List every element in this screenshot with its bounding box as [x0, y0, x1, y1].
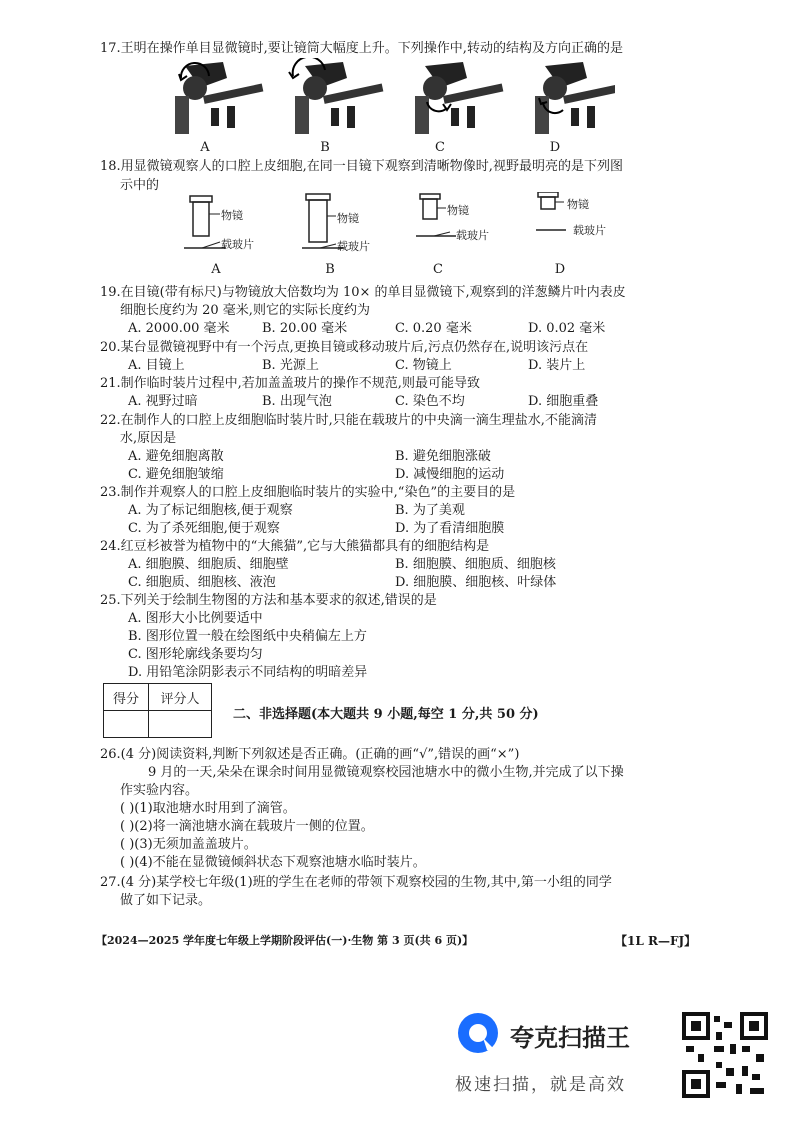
q27-stem-line1: 27.(4 分)某学校七年级(1)班的学生在老师的带领下观察校园的生物,其中,第一小组的同学 — [100, 875, 612, 890]
q20-stem: 20.某台显微镜视野中有一个污点,更换目镜或移动玻片后,污点仍然存在,说明该污点在 — [100, 340, 589, 355]
q25-option-a: A. 图形大小比例要适中 — [128, 611, 263, 626]
page-footer: 【2024—2025 学年度七年级上学期阶段评估(一)·生物 第 3 页(共 6 页)】 — [96, 934, 474, 947]
grader-header: 评分人 — [149, 684, 212, 711]
q24-option-a: A. 细胞膜、细胞质、细胞壁 — [128, 557, 289, 572]
q19-option-c: C. 0.20 毫米 — [395, 321, 472, 336]
microscope-image-d — [535, 62, 615, 134]
q19-option-d: D. 0.02 毫米 — [528, 321, 606, 336]
q22-option-a: A. 避免细胞离散 — [128, 449, 224, 464]
q20-option-c: C. 物镜上 — [395, 358, 452, 373]
q17-label-b: B — [320, 140, 330, 155]
q18-label-d: D — [554, 262, 566, 277]
score-cell[interactable] — [104, 711, 149, 738]
q18-label-c: C — [433, 262, 443, 277]
microscope-image-b — [289, 58, 383, 134]
score-header: 得分 — [104, 684, 149, 711]
q22-option-c: C. 避免细胞皱缩 — [128, 467, 224, 482]
q18-stem-line1: 18.用显微镜观察人的口腔上皮细胞,在同一目镜下观察到清晰物像时,视野最明亮的是下列图 — [100, 159, 623, 174]
q22-option-d: D. 减慢细胞的运动 — [395, 467, 505, 482]
q19-option-b: B. 20.00 毫米 — [262, 321, 348, 336]
q19-stem-line1: 19.在目镜(带有标尺)与物镜放大倍数均为 10× 的单目显微镜下,观察到的洋葱鳞片叶内表皮 — [100, 285, 626, 300]
q21-option-c: C. 染色不均 — [395, 394, 465, 409]
q24-stem: 24.红豆杉被誉为植物中的“大熊猫”,它与大熊猫都具有的细胞结构是 — [100, 539, 490, 554]
section-2-heading: 二、非选择题(本大题共 9 小题,每空 1 分,共 50 分) — [233, 707, 539, 722]
q23-option-c: C. 为了杀死细胞,便于观察 — [128, 521, 280, 536]
q25-option-c: C. 图形轮廓线条要均匀 — [128, 647, 263, 662]
q17-label-c: C — [435, 140, 445, 155]
q21-stem: 21.制作临时装片过程中,若加盖盖玻片的操作不规范,则最可能导致 — [100, 376, 480, 391]
q20-option-a: A. 目镜上 — [128, 358, 185, 373]
q26-stem: 26.(4 分)阅读资料,判断下列叙述是否正确。(正确的画“√”,错误的画“×”) — [100, 747, 520, 762]
q21-option-d: D. 细胞重叠 — [528, 394, 599, 409]
q20-option-b: B. 光源上 — [262, 358, 319, 373]
q27-stem-line2: 做了如下记录。 — [120, 893, 212, 908]
q20-option-d: D. 装片上 — [528, 358, 586, 373]
q18-a-slide-label: 载玻片 — [221, 238, 254, 251]
grader-cell[interactable] — [149, 711, 212, 738]
paper-code: 【1L R—FJ】 — [615, 934, 697, 948]
q18-a-objective-label: 物镜 — [221, 209, 243, 222]
q26-material-line1: 9 月的一天,朵朵在课余时间用显微镜观察校园池塘水中的微小生物,并完成了以下操 — [148, 765, 624, 780]
q18-c-objective-label: 物镜 — [447, 204, 469, 217]
q26-item-2[interactable]: ( )(2)将一滴池塘水滴在载玻片一侧的位置。 — [120, 819, 374, 834]
q21-option-b: B. 出现气泡 — [262, 394, 332, 409]
q18-b-objective-label: 物镜 — [337, 212, 359, 225]
quark-scanner-slogan: 极速扫描，就是高效 — [455, 1075, 626, 1095]
q23-stem: 23.制作并观察人的口腔上皮细胞临时装片的实验中,“染色”的主要目的是 — [100, 485, 516, 500]
q25-stem: 25.下列关于绘制生物图的方法和基本要求的叙述,错误的是 — [100, 593, 437, 608]
q22-option-b: B. 避免细胞涨破 — [395, 449, 491, 464]
microscope-image-a — [175, 62, 263, 134]
q22-stem-line1: 22.在制作人的口腔上皮细胞临时装片时,只能在载玻片的中央滴一滴生理盐水,不能滴清 — [100, 413, 597, 428]
qr-code-icon — [680, 1010, 770, 1100]
q25-option-d: D. 用铅笔涂阴影表示不同结构的明暗差异 — [128, 665, 368, 680]
q23-option-a: A. 为了标记细胞核,便于观察 — [128, 503, 293, 518]
q23-option-d: D. 为了看清细胞膜 — [395, 521, 505, 536]
q18-label-b: B — [325, 262, 335, 277]
q18-d-slide-label: 载玻片 — [573, 224, 606, 237]
q25-option-b: B. 图形位置一般在绘图纸中央稍偏左上方 — [128, 629, 367, 644]
objective-diagram-d — [536, 192, 566, 230]
q26-item-4[interactable]: ( )(4)不能在显微镜倾斜状态下观察池塘水临时装片。 — [120, 855, 426, 870]
q17-label-a: A — [200, 140, 210, 155]
q19-option-a: A. 2000.00 毫米 — [128, 321, 230, 336]
q21-option-a: A. 视野过暗 — [128, 394, 198, 409]
score-table — [103, 683, 212, 738]
q19-stem-line2: 细胞长度约为 20 毫米,则它的实际长度约为 — [120, 303, 370, 318]
q18-c-slide-label: 载玻片 — [456, 229, 489, 242]
microscope-image-c — [415, 62, 503, 134]
q17-label-d: D — [549, 140, 561, 155]
q18-d-objective-label: 物镜 — [567, 198, 589, 211]
quark-scanner-brand: 夸克扫描王 — [510, 1024, 630, 1052]
microscope-figures-q17 — [165, 58, 615, 136]
q23-option-b: B. 为了美观 — [395, 503, 465, 518]
q24-option-c: C. 细胞质、细胞核、液泡 — [128, 575, 276, 590]
q17-stem: 17.王明在操作单目显微镜时,要让镜筒大幅度上升。下列操作中,转动的结构及方向正确的是 — [100, 41, 623, 56]
q22-stem-line2: 水,原因是 — [120, 431, 177, 446]
q18-b-slide-label: 载玻片 — [337, 240, 370, 253]
q26-item-3[interactable]: ( )(3)无须加盖盖玻片。 — [120, 837, 257, 852]
quark-scanner-logo-icon — [455, 1010, 501, 1056]
q18-stem-line2: 示中的 — [120, 178, 160, 193]
q24-option-d: D. 细胞膜、细胞核、叶绿体 — [395, 575, 557, 590]
q26-material-line2: 作实验内容。 — [120, 783, 199, 798]
q26-item-1[interactable]: ( )(1)取池塘水时用到了滴管。 — [120, 801, 296, 816]
q24-option-b: B. 细胞膜、细胞质、细胞核 — [395, 557, 556, 572]
q18-label-a: A — [211, 262, 221, 277]
objective-diagram-a — [184, 196, 226, 248]
